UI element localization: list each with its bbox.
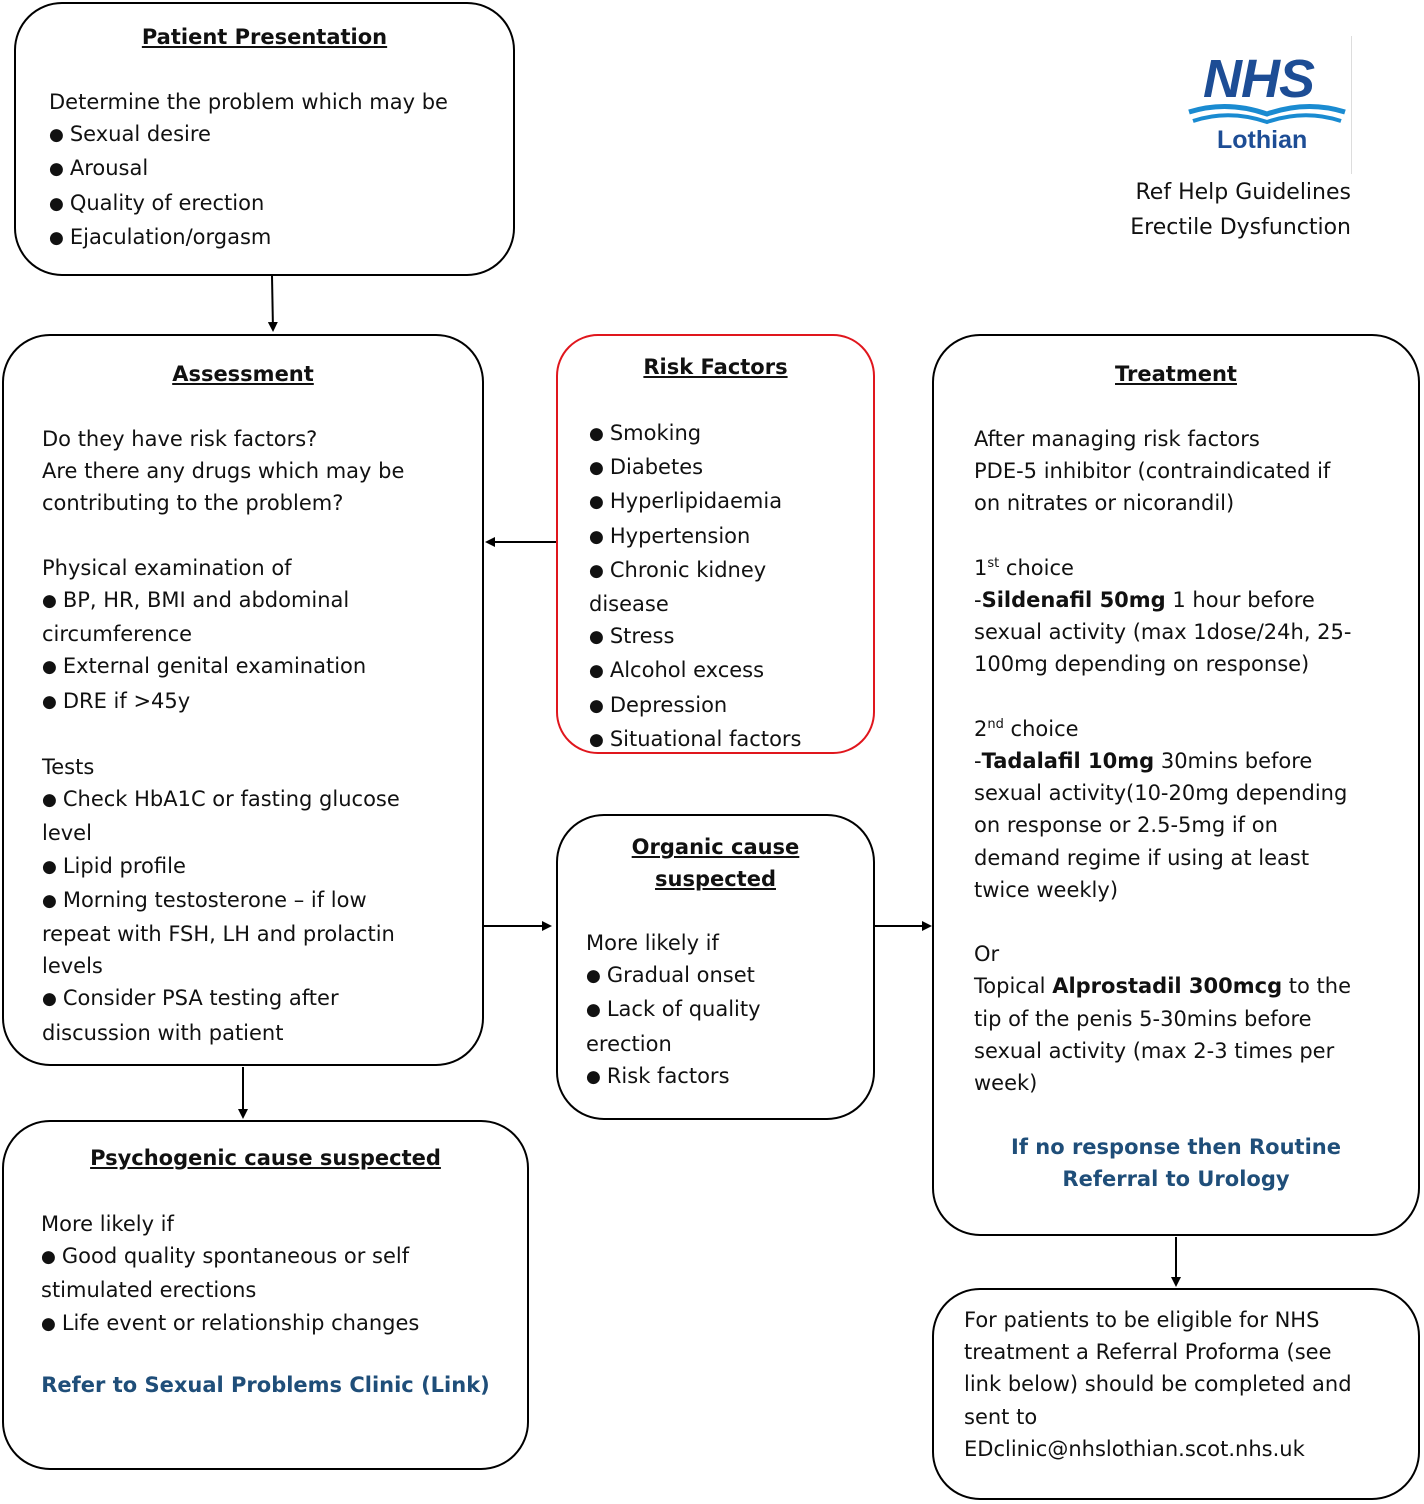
- first-choice-sup: st: [987, 555, 1000, 571]
- topical-drug-line: [974, 970, 1351, 1002]
- sildenafil-dose: Sildenafil 50mg: [981, 588, 1166, 613]
- second-choice-sup: nd: [987, 716, 1004, 732]
- test-item: ● Consider PSA testing after: [42, 982, 404, 1016]
- exam-item: ● External genital examination: [42, 650, 404, 684]
- logo-nhs-text: NHS: [1203, 49, 1315, 109]
- risk-factors-list: [589, 417, 802, 757]
- treatment-line: After managing risk factors: [974, 427, 1260, 451]
- organic-item-cont: erection: [586, 1031, 672, 1056]
- eligibility-line: link below) should be completed and: [964, 1372, 1352, 1397]
- risk-factor-item: ● Depression: [589, 689, 802, 723]
- patient-presentation-box: [14, 2, 515, 276]
- organic-cause-title: [558, 831, 873, 895]
- first-choice-heading: [974, 552, 1351, 584]
- treatment-box: [932, 334, 1420, 1236]
- presentation-item: ● Quality of erection: [49, 187, 448, 221]
- risk-factor-item: ● Alcohol excess: [589, 654, 802, 688]
- treatment-line: 100mg depending on response): [974, 652, 1310, 677]
- treatment-line: sexual activity(10-20mg depending: [974, 781, 1348, 806]
- organic-title-line: suspected: [655, 867, 776, 892]
- topical-suffix: to the: [1282, 974, 1352, 999]
- presentation-item: ● Arousal: [49, 152, 448, 186]
- organic-intro: More likely if: [586, 931, 719, 955]
- risk-factors-box: [556, 334, 875, 754]
- psychogenic-item: ● Good quality spontaneous or self: [41, 1240, 419, 1274]
- risk-factor-item: ● Situational factors: [589, 723, 802, 757]
- assessment-box: [2, 334, 484, 1066]
- treatment-line: sexual activity (max 2-3 times per: [974, 1038, 1335, 1063]
- test-item-cont: repeat with FSH, LH and prolactin: [42, 922, 395, 947]
- treatment-line: twice weekly): [974, 877, 1119, 902]
- exam-item: ● BP, HR, BMI and abdominal: [42, 584, 404, 618]
- treatment-line: on response or 2.5-5mg if on: [974, 813, 1278, 838]
- urology-referral-note: [934, 1131, 1418, 1195]
- eligibility-line: For patients to be eligible for NHS: [964, 1308, 1320, 1332]
- organic-item: ● Gradual onset: [586, 959, 761, 993]
- test-item: ● Morning testosterone – if low: [42, 884, 404, 918]
- first-choice-timing: 1 hour before: [1165, 588, 1315, 613]
- guideline-subtitle: Erectile Dysfunction: [1130, 215, 1351, 240]
- exam-item-cont: circumference: [42, 622, 193, 647]
- second-choice-timing: 30mins before: [1154, 749, 1313, 774]
- treatment-line: tip of the penis 5-30mins before: [974, 1006, 1312, 1031]
- assessment-question: Are there any drugs which may be: [42, 459, 405, 484]
- risk-factor-item: ● Hypertension: [589, 520, 802, 554]
- exam-heading: Physical examination of: [42, 555, 292, 580]
- psychogenic-cause-box: [2, 1120, 529, 1470]
- ed-clinic-email[interactable]: EDclinic@nhslothian.scot.nhs.uk: [964, 1436, 1305, 1461]
- first-choice-drug-line: [974, 584, 1351, 616]
- first-choice-word: choice: [999, 555, 1074, 580]
- eligibility-line: treatment a Referral Proforma (see: [964, 1340, 1332, 1365]
- patient-presentation-title: Patient Presentation: [141, 25, 388, 49]
- dash: -: [974, 588, 982, 613]
- treatment-line: week): [974, 1071, 1038, 1096]
- organic-cause-text: [586, 927, 761, 1094]
- second-choice-heading: [974, 713, 1351, 745]
- guideline-title: Ref Help Guidelines: [1135, 180, 1351, 205]
- assessment-text: [42, 423, 404, 1049]
- patient-presentation-text: [49, 86, 448, 255]
- treatment-line: PDE-5 inhibitor (contraindicated if: [974, 459, 1331, 484]
- psychogenic-intro: More likely if: [41, 1212, 174, 1236]
- test-item-cont: level: [42, 821, 92, 846]
- tests-heading: Tests: [42, 755, 95, 780]
- sexual-problems-clinic-link[interactable]: Refer to Sexual Problems Clinic (Link): [41, 1373, 490, 1397]
- second-choice-drug-line: [974, 745, 1351, 777]
- arrow-presentation-to-assessment: [272, 276, 273, 330]
- or-label: Or: [974, 942, 1000, 967]
- psychogenic-title: Psychogenic cause suspected: [90, 1146, 441, 1170]
- treatment-line: sexual activity (max 1dose/24h, 25-: [974, 620, 1352, 645]
- risk-factor-item: ● Stress: [589, 620, 802, 654]
- presentation-item: ● Ejaculation/orgasm: [49, 221, 448, 255]
- organic-cause-box: [556, 814, 875, 1120]
- risk-factor-item: ● Smoking: [589, 417, 802, 451]
- eligibility-line: sent to: [964, 1404, 1038, 1429]
- risk-factors-title: Risk Factors: [643, 355, 788, 379]
- test-item: ● Check HbA1C or fasting glucose: [42, 783, 404, 817]
- eligibility-box: [932, 1288, 1420, 1500]
- eligibility-text: [964, 1304, 1352, 1465]
- risk-factor-item: ● Diabetes: [589, 451, 802, 485]
- assessment-title: Assessment: [172, 362, 314, 386]
- tadalafil-dose: Tadalafil 10mg: [981, 749, 1155, 774]
- urology-referral-line: Referral to Urology: [1062, 1167, 1290, 1192]
- assessment-question: Do they have risk factors?: [42, 427, 318, 451]
- risk-factor-item: ● Hyperlipidaemia: [589, 485, 802, 519]
- urology-referral-line: If no response then Routine: [1011, 1135, 1341, 1159]
- second-choice-number: 2: [974, 716, 988, 741]
- risk-factor-item-cont: disease: [589, 592, 669, 617]
- dash: -: [974, 749, 982, 774]
- first-choice-number: 1: [974, 555, 988, 580]
- treatment-title: Treatment: [1115, 362, 1237, 386]
- topical-prefix: Topical: [974, 974, 1053, 999]
- presentation-item: ● Sexual desire: [49, 118, 448, 152]
- psychogenic-text: [41, 1208, 419, 1341]
- psychogenic-item: ● Life event or relationship changes: [41, 1307, 419, 1341]
- organic-item: ● Risk factors: [586, 1060, 761, 1094]
- treatment-text: [974, 423, 1351, 1099]
- test-item-cont: discussion with patient: [42, 1020, 284, 1045]
- organic-title-line: Organic cause: [631, 835, 800, 859]
- test-item: ● Lipid profile: [42, 850, 404, 884]
- exam-item: ● DRE if >45y: [42, 685, 404, 719]
- assessment-question: contributing to the problem?: [42, 491, 344, 516]
- second-choice-word: choice: [1003, 716, 1079, 741]
- logo-lothian-text: Lothian: [1217, 126, 1308, 154]
- treatment-line: demand regime if using at least: [974, 845, 1310, 870]
- treatment-line: on nitrates or nicorandil): [974, 491, 1235, 516]
- organic-item: ● Lack of quality: [586, 993, 761, 1027]
- psychogenic-item-cont: stimulated erections: [41, 1278, 257, 1303]
- alprostadil-dose: Alprostadil 300mcg: [1052, 974, 1283, 999]
- test-item-cont: levels: [42, 954, 103, 979]
- presentation-intro: Determine the problem which may be: [49, 90, 448, 114]
- risk-factor-item: ● Chronic kidney: [589, 554, 802, 588]
